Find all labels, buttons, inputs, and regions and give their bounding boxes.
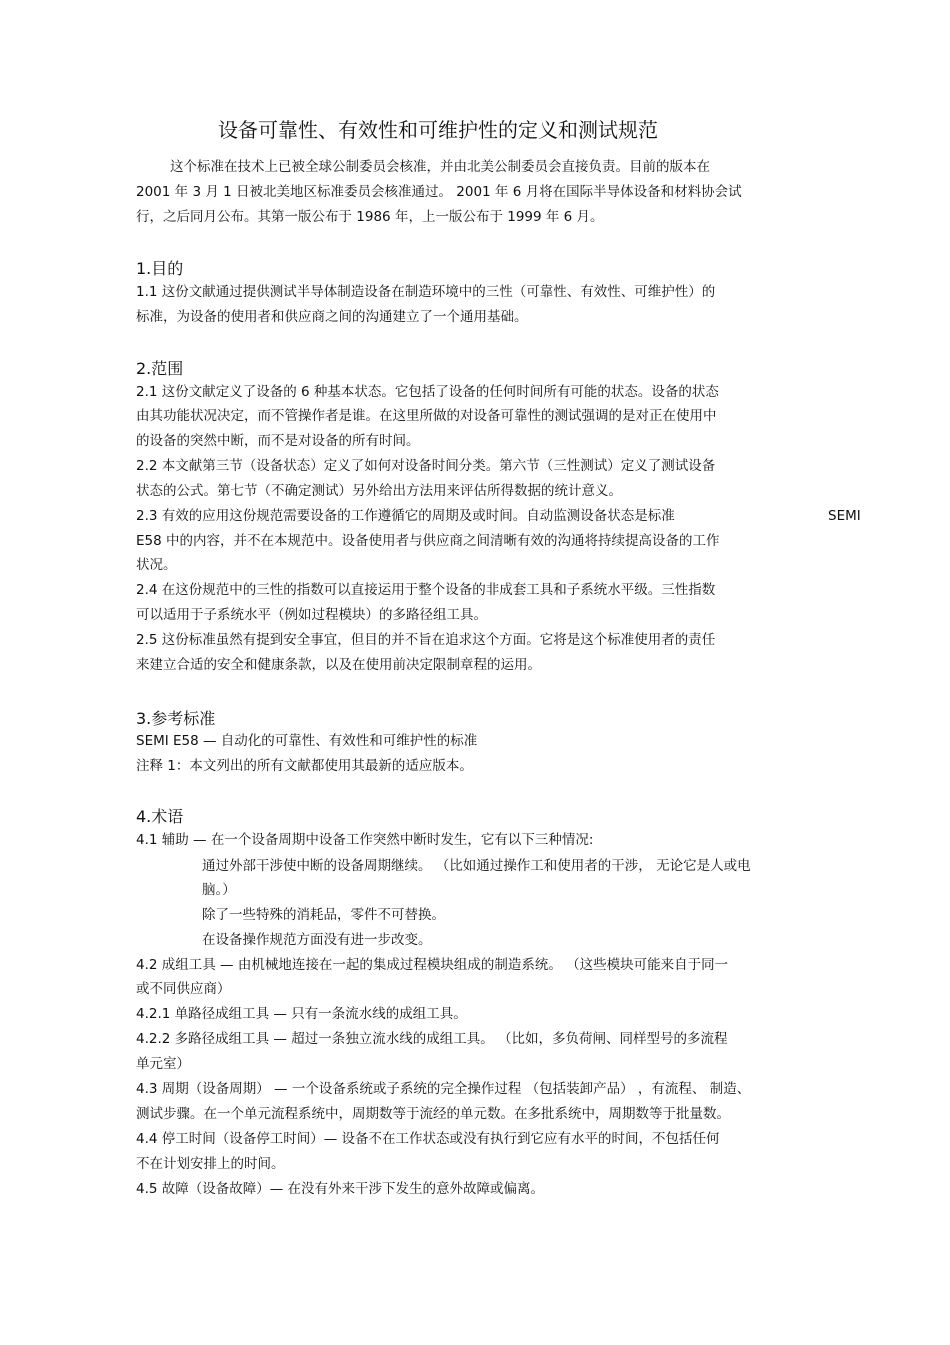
paragraph-line: 由其功能状况决定，而不管操作者是谁。在这里所做的对设备可靠性的测试强调的是对正在使用中 (136, 408, 717, 424)
intro-line: 这个标准在技术上已被全球公制委员会核准，并由北美公制委员会直接负责。目前的版本在 (170, 159, 710, 175)
paragraph-line: 的设备的突然中断，而不是对设备的所有时间。 (136, 433, 420, 449)
section-heading: 4.术语 (136, 807, 184, 826)
list-item: 通过外部干涉使中断的设备周期继续。 （比如通过操作工和使用者的干涉， 无论它是人或电 (202, 858, 751, 874)
paragraph-line: 1.1 这份文献通过提供测试半导体制造设备在制造环境中的三性（可靠性、有效性、可维护性）的 (136, 284, 716, 300)
list-item: 在设备操作规范方面没有进一步改变。 (202, 932, 432, 948)
paragraph-line: 状态的公式。第七节（不确定测试）另外给出方法用来评估所得数据的统计意义。 (136, 483, 622, 499)
intro-line: 行，之后同月公布。其第一版公布于 1986 年，上一版公布于 1999 年 6 月。 (136, 209, 604, 225)
paragraph-line: 来建立合适的安全和健康条款，以及在使用前决定限制章程的运用。 (136, 657, 541, 673)
paragraph-line: 标准，为设备的使用者和供应商之间的沟通建立了一个通用基础。 (136, 309, 528, 325)
paragraph-line: 注释 1：本文列出的所有文献都使用其最新的适应版本。 (136, 758, 473, 774)
list-item: 脑。） (202, 882, 236, 898)
paragraph-line: 4.4 停工时间（设备停工时间）— 设备不在工作状态或没有执行到它应有水平的时间，不包括任何 (136, 1131, 720, 1147)
section-heading: 2.范围 (136, 359, 184, 378)
paragraph-line: 4.2 成组工具 — 由机械地连接在一起的集成过程模块组成的制造系统。 （这些模块可能来自于同一 (136, 957, 729, 973)
paragraph-line: 4.2.1 单路径成组工具 — 只有一条流水线的成组工具。 (136, 1006, 467, 1022)
paragraph-line: 4.1 辅助 — 在一个设备周期中设备工作突然中断时发生，它有以下三种情况: (136, 832, 594, 848)
intro-line: 2001 年 3 月 1 日被北美地区标准委员会核准通过。 2001 年 6 月将在国际半导体设备和材料协会试 (136, 184, 742, 200)
paragraph-line: 状况。 (136, 557, 177, 573)
paragraph-line: 2.1 这份文献定义了设备的 6 种基本状态。它包括了设备的任何时间所有可能的状态。设备的状态 (136, 384, 719, 400)
paragraph-line: 单元室） (136, 1056, 190, 1072)
list-item: 除了一些特殊的消耗品，零件不可替换。 (202, 907, 445, 923)
paragraph-line: 不在计划安排上的时间。 (136, 1156, 285, 1172)
paragraph-line: SEMI E58 — 自动化的可靠性、有效性和可维护性的标准 (136, 733, 478, 749)
paragraph-line: 4.2.2 多路径成组工具 — 超过一条独立流水线的成组工具。 （比如，多负荷闸、同样型号的多流程 (136, 1031, 728, 1047)
paragraph-line: 测试步骤。在一个单元流程系统中，周期数等于流经的单元数。在多批系统中，周期数等于批量数。 (136, 1106, 730, 1122)
paragraph-line: SEMI (828, 508, 861, 524)
paragraph-line: 2.2 本文献第三节（设备状态）定义了如何对设备时间分类。第六节（三性测试）定义了测试设备 (136, 458, 716, 474)
document-title: 设备可靠性、有效性和可维护性的定义和测试规范 (218, 118, 658, 142)
paragraph-line: E58 中的内容，并不在本规范中。设备使用者与供应商之间清晰有效的沟通将持续提高设备的工作 (136, 533, 720, 549)
paragraph-line: 2.5 这份标准虽然有提到安全事宜，但目的并不旨在追求这个方面。它将是这个标准使用者的责任 (136, 632, 716, 648)
paragraph-line: 4.5 故障（设备故障）— 在没有外来干涉下发生的意外故障或偏离。 (136, 1181, 545, 1197)
paragraph-line: 2.4 在这份规范中的三性的指数可以直接运用于整个设备的非成套工具和子系统水平级。三性指数 (136, 582, 716, 598)
paragraph-line: 2.3 有效的应用这份规范需要设备的工作遵循它的周期及或时间。自动监测设备状态是标准 (136, 508, 675, 524)
paragraph-line: 或不同供应商） (136, 981, 231, 997)
paragraph-line: 可以适用于子系统水平（例如过程模块）的多路径组工具。 (136, 607, 487, 623)
section-heading: 1.目的 (136, 259, 184, 278)
paragraph-line: 4.3 周期（设备周期） — 一个设备系统或子系统的完全操作过程 （包括装卸产品） ，有流程、 制造、 (136, 1081, 751, 1097)
section-heading: 3.参考标准 (136, 709, 216, 728)
